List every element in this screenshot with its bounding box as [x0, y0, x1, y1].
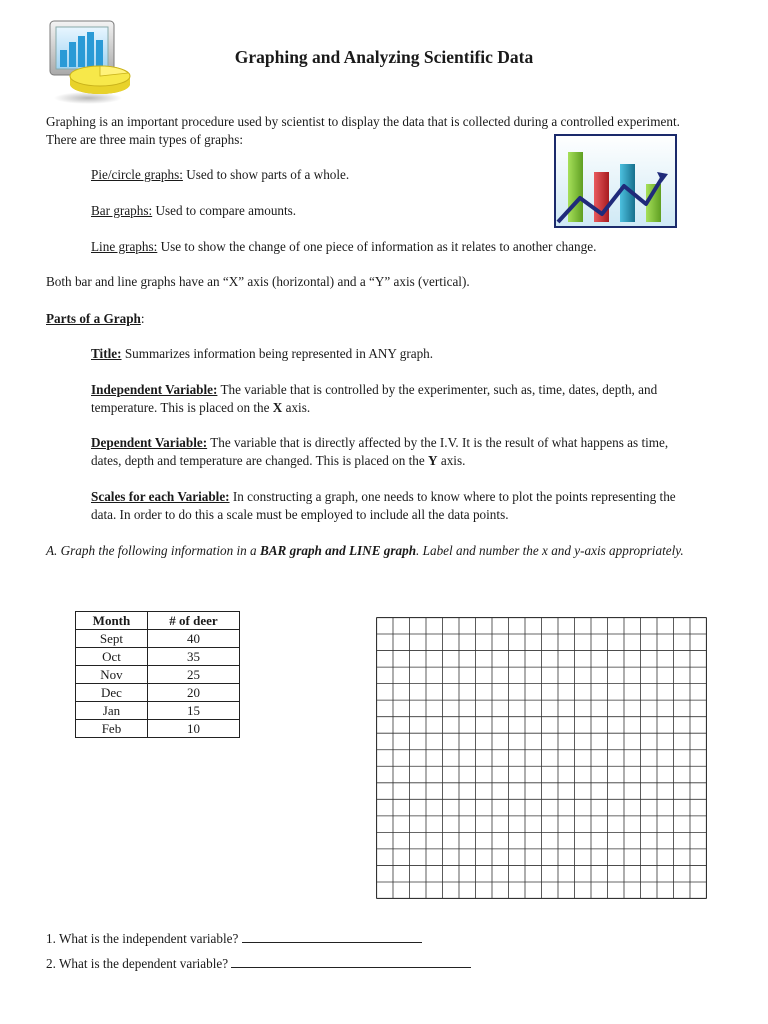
question-1: [46, 929, 726, 948]
table-row: [76, 720, 240, 738]
cell-deer: 35: [147, 648, 239, 666]
graph-type-label: Line graphs:: [91, 239, 158, 254]
part-independent-variable: [91, 381, 691, 417]
part-desc: The variable that is directly affected by the I.V. It is the result of what happens as time, dates, depth and temperature are changed. This is placed on the: [91, 435, 669, 468]
instruction-suffix: . Label and number the x and y-axis appropriately.: [416, 543, 684, 558]
axis-letter: X: [272, 400, 283, 415]
cell-deer: 10: [147, 720, 239, 738]
intro-paragraph: Graphing is an important procedure used by scientist to display the data that is collected during a controlled experiment. There are three main types of graphs:: [46, 114, 680, 147]
part-desc: The variable that is controlled by the experimenter, such as, time, dates, depth, and temperature. This is placed on the: [91, 382, 658, 415]
deer-data-table: [75, 611, 240, 738]
graph-type-label: Bar graphs:: [91, 203, 153, 218]
cell-month: Nov: [76, 666, 148, 684]
part-label: Independent Variable:: [91, 382, 218, 397]
graph-type-desc: Used to show parts of a whole.: [182, 167, 350, 182]
part-label: Title:: [91, 346, 122, 361]
graph-type-label: Pie/circle graphs:: [91, 167, 183, 182]
question-text: 2. What is the dependent variable?: [46, 956, 229, 971]
part-desc-end: axis.: [437, 453, 466, 468]
instruction-prefix: A. Graph the following information in a: [46, 543, 260, 558]
parts-heading-text: Parts of a Graph: [46, 311, 141, 326]
cell-month: Dec: [76, 684, 148, 702]
graph-type-bar: [91, 202, 731, 220]
part-label: Scales for each Variable:: [91, 489, 230, 504]
cell-deer: 40: [147, 630, 239, 648]
graph-paper-grid[interactable]: [376, 617, 707, 899]
part-desc: Summarizes information being represented in ANY graph.: [121, 346, 434, 361]
question-text: 1. What is the independent variable?: [46, 931, 239, 946]
part-scales: [91, 488, 681, 524]
page-title: Graphing and Analyzing Scientific Data: [234, 47, 534, 67]
axes-sentence: Both bar and line graphs have an “X” axis (horizontal) and a “Y” axis (vertical).: [46, 274, 470, 289]
cell-month: Feb: [76, 720, 148, 738]
answer-line-2[interactable]: [231, 954, 471, 968]
part-label: Dependent Variable:: [91, 435, 208, 450]
part-dependent-variable: [91, 434, 671, 470]
instruction-bold: BAR graph and LINE graph: [259, 543, 417, 558]
table-row: [76, 666, 240, 684]
cell-month: Jan: [76, 702, 148, 720]
column-header-month: Month: [76, 612, 148, 630]
graph-type-desc: Used to compare amounts.: [152, 203, 297, 218]
graph-instruction: [46, 542, 706, 560]
cell-month: Sept: [76, 630, 148, 648]
table-row: [76, 630, 240, 648]
cell-deer: 15: [147, 702, 239, 720]
part-title: [91, 345, 731, 363]
column-header-deer: # of deer: [147, 612, 239, 630]
cell-deer: 20: [147, 684, 239, 702]
cell-month: Oct: [76, 648, 148, 666]
parts-heading: [46, 310, 726, 328]
question-2: [46, 954, 726, 973]
part-desc-end: axis.: [282, 400, 311, 415]
cell-deer: 25: [147, 666, 239, 684]
graph-type-desc: Use to show the change of one piece of information as it relates to another change.: [157, 239, 597, 254]
table-row: [76, 684, 240, 702]
table-row: [76, 648, 240, 666]
graph-type-pie: [91, 166, 731, 184]
graph-type-line: [91, 238, 731, 256]
part-desc: In constructing a graph, one needs to know where to plot the points representing the data. In order to do this a scale must be employed to include all the data points.: [91, 489, 676, 522]
table-header-row: [76, 612, 240, 630]
answer-line-1[interactable]: [242, 929, 422, 943]
chart-logo-icon: [48, 18, 134, 106]
parts-heading-colon: :: [140, 311, 145, 326]
axis-letter: Y: [428, 453, 438, 468]
table-row: [76, 702, 240, 720]
